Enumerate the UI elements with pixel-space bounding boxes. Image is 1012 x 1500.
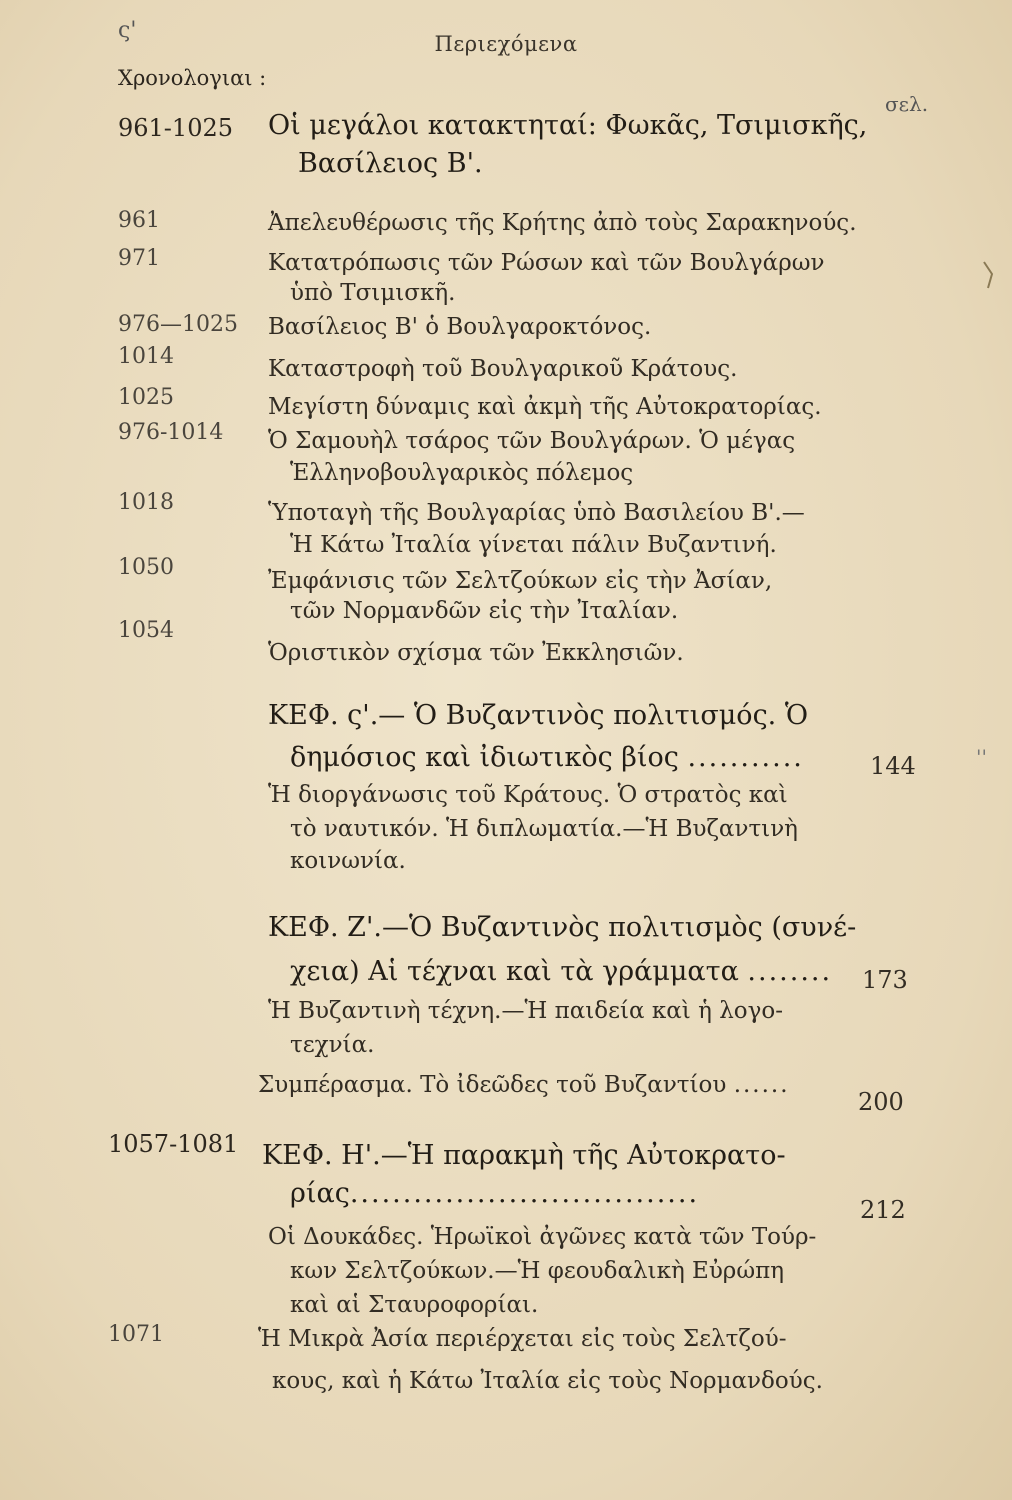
entry-date: 961 bbox=[118, 208, 160, 233]
chapter-8-title-cont bbox=[290, 1178, 699, 1209]
entry-date: 1018 bbox=[118, 490, 174, 515]
section-date: 961-1025 bbox=[118, 114, 233, 142]
entry-date: 976—1025 bbox=[118, 312, 238, 337]
chapter-8-summary-cont: καὶ αἱ Σταυροφορίαι. bbox=[290, 1292, 539, 1318]
entry-text: Ὑποταγὴ τῆς Βουλγαρίας ὑπὸ Βασιλείου Β'.— bbox=[268, 500, 805, 526]
chapter-8-date: 1057-1081 bbox=[108, 1130, 239, 1158]
chapter-6-summary-cont: κοινωνία. bbox=[290, 848, 406, 874]
section-heading-cont: Βασίλειος Β'. bbox=[298, 148, 483, 179]
entry-text-cont: Ἡ Κάτω Ἰταλία γίνεται πάλιν Βυζαντινή. bbox=[290, 532, 777, 558]
chapter-8-title: ΚΕΦ. Η'.—Ἡ παρακμὴ τῆς Αὐτοκρατο- bbox=[262, 1140, 786, 1171]
chapter-6-title-text: δημόσιος καὶ ἰδιωτικὸς βίος bbox=[290, 742, 679, 773]
conclusion-entry bbox=[258, 1072, 790, 1098]
entry-date: 1025 bbox=[118, 385, 174, 410]
conclusion-page: 200 bbox=[858, 1088, 904, 1116]
leader-dots: ...... bbox=[733, 1072, 790, 1098]
entry-date: 1071 bbox=[108, 1322, 164, 1347]
leader-dots: ........ bbox=[747, 956, 833, 987]
chapter-7-title-cont bbox=[290, 956, 832, 987]
entry-text-cont: τῶν Νορμανδῶν εἰς τὴν Ἰταλίαν. bbox=[290, 598, 679, 624]
chapter-7-summary-cont: τεχνία. bbox=[290, 1032, 375, 1058]
entry-text: Ὁ Σαμουὴλ τσάρος τῶν Βουλγάρων. Ὁ μέγας bbox=[268, 428, 796, 454]
page-column-label: σελ. bbox=[885, 92, 929, 116]
entry-text: Μεγίστη δύναμις καὶ ἀκμὴ τῆς Αὐτοκρατορίας. bbox=[268, 394, 822, 420]
chapter-8-summary: Οἱ Δουκάδες. Ἡρωϊκοὶ ἀγῶνες κατὰ τῶν Τούρ- bbox=[268, 1224, 817, 1250]
entry-date: 971 bbox=[118, 246, 160, 271]
section-heading: Οἱ μεγάλοι κατακτηταί: Φωκᾶς, Τσιμισκῆς, bbox=[268, 110, 868, 141]
running-title: Περιεχόμενα bbox=[434, 32, 578, 56]
entry-text: Ὁριστικὸν σχίσμα τῶν Ἐκκλησιῶν. bbox=[268, 640, 684, 666]
chapter-8-title-text: ρίας bbox=[290, 1178, 350, 1209]
margin-quote-mark-icon: '' bbox=[976, 745, 987, 769]
entry-text-cont: ὑπὸ Τσιμισκῆ. bbox=[290, 280, 456, 306]
page-number: ς' bbox=[118, 18, 137, 43]
chapter-7-title: ΚΕΦ. Ζ'.—Ὁ Βυζαντινὸς πολιτισμὸς (συνέ- bbox=[268, 912, 857, 943]
leader-dots: ................................. bbox=[349, 1178, 700, 1209]
entry-text-cont: Ἑλληνοβουλγαρικὸς πόλεμος bbox=[290, 460, 634, 486]
chapter-7-title-text: χεια) Αἱ τέχναι καὶ τὰ γράμματα bbox=[290, 956, 739, 987]
chronology-label: Χρονολογιαι : bbox=[118, 66, 267, 90]
chapter-8-page: 212 bbox=[860, 1196, 906, 1224]
entry-date: 976-1014 bbox=[118, 420, 224, 445]
entry-text: Καταστροφὴ τοῦ Βουλγαρικοῦ Κράτους. bbox=[268, 356, 738, 382]
chapter-6-summary: Ἡ διοργάνωσις τοῦ Κράτους. Ὁ στρατὸς καὶ bbox=[268, 782, 788, 808]
entry-date: 1014 bbox=[118, 344, 174, 369]
conclusion-text: Συμπέρασμα. Τὸ ἰδεῶδες τοῦ Βυζαντίου bbox=[258, 1072, 727, 1098]
chapter-7-summary: Ἡ Βυζαντινὴ τέχνη.—Ἡ παιδεία καὶ ἡ λογο- bbox=[268, 998, 783, 1024]
entry-text-cont: κους, καὶ ἡ Κάτω Ἰταλία εἰς τοὺς Νορμανδούς. bbox=[272, 1368, 823, 1394]
entry-text: Κατατρόπωσις τῶν Ρώσων καὶ τῶν Βουλγάρων bbox=[268, 250, 825, 276]
entry-text: Ἡ Μικρὰ Ἀσία περιέρχεται εἰς τοὺς Σελτζού- bbox=[258, 1326, 787, 1352]
leader-dots: ........... bbox=[687, 742, 804, 773]
entry-date: 1050 bbox=[118, 555, 174, 580]
entry-text: Βασίλειος Β' ὁ Βουλγαροκτόνος. bbox=[268, 314, 652, 340]
entry-text: Ἀπελευθέρωσις τῆς Κρήτης ἀπὸ τοὺς Σαρακηνούς. bbox=[268, 210, 857, 236]
chapter-6-title: ΚΕΦ. ς'.— Ὁ Βυζαντινὸς πολιτισμός. Ὁ bbox=[268, 700, 809, 731]
chapter-7-page: 173 bbox=[862, 966, 908, 994]
chapter-6-summary-cont: τὸ ναυτικόν. Ἡ διπλωματία.—Ἡ Βυζαντινὴ bbox=[290, 816, 798, 842]
chapter-6-page: 144 bbox=[870, 752, 916, 780]
margin-mark-icon bbox=[982, 260, 998, 290]
chapter-8-summary-cont: κων Σελτζούκων.—Ἡ φεουδαλικὴ Εὐρώπη bbox=[290, 1258, 784, 1284]
entry-text: Ἐμφάνισις τῶν Σελτζούκων εἰς τὴν Ἀσίαν, bbox=[268, 568, 773, 594]
entry-date: 1054 bbox=[118, 618, 174, 643]
chapter-6-title-cont bbox=[290, 742, 804, 773]
